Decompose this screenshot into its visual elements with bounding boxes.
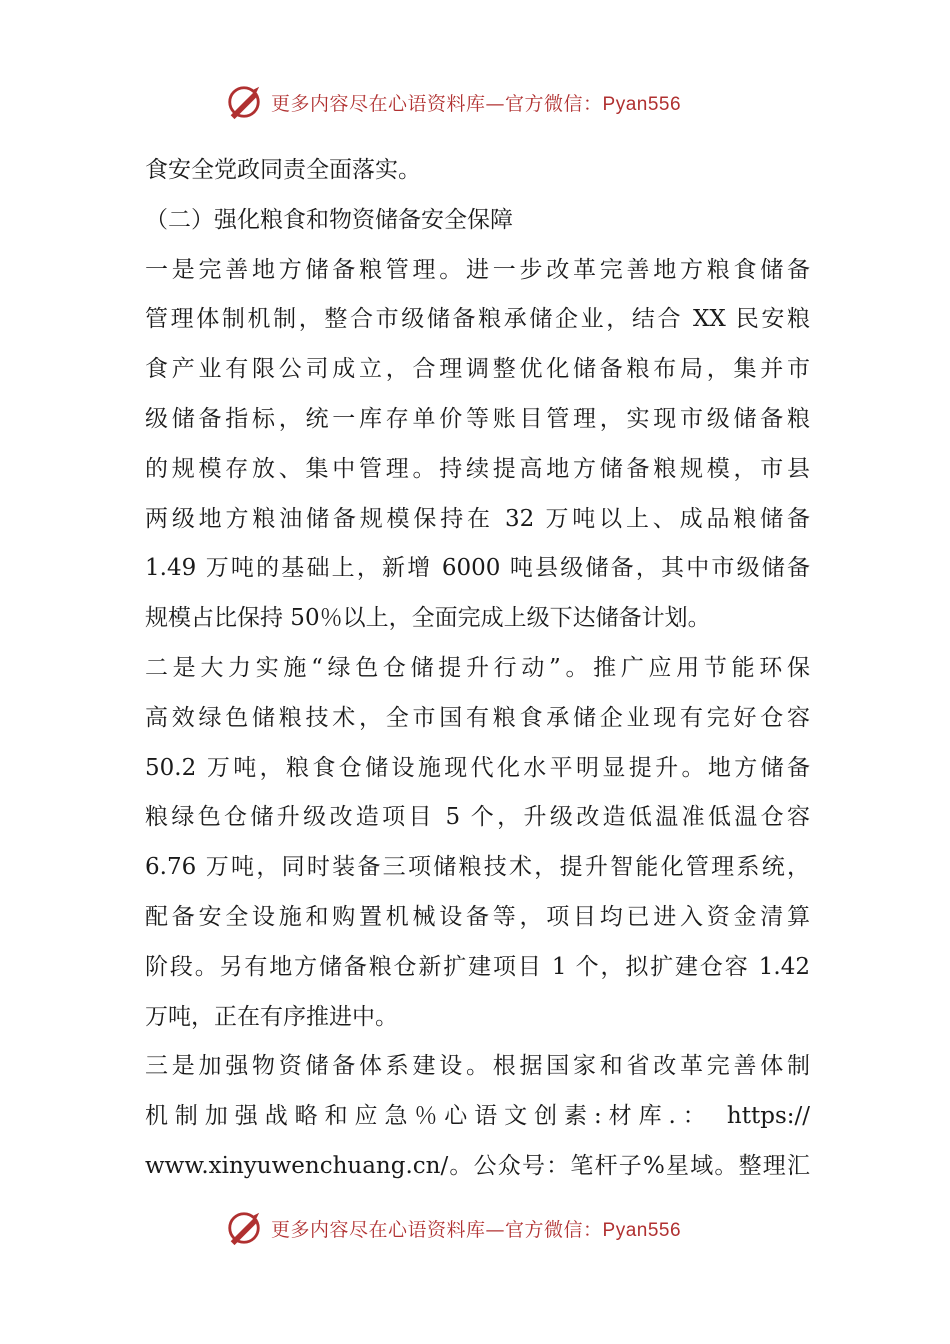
text-line: 的规模存放、集中管理。持续提高地方储备粮规模，市县 bbox=[145, 455, 810, 482]
text-line: 三是加强物资储备体系建设。根据国家和省改革完善体制 bbox=[145, 1053, 810, 1080]
text-line: 规模占比保持 50％以上，全面完成上级下达储备计划。 bbox=[145, 605, 711, 632]
header-banner bbox=[225, 82, 725, 122]
text-line: 1.49 万吨的基础上，新增 6000 吨县级储备，其中市级储备 bbox=[145, 555, 810, 582]
banner-text: 更多内容尽在心语资料库—官方微信：Pyan556 bbox=[271, 92, 682, 115]
footer-banner bbox=[225, 1208, 725, 1248]
pen-logo-icon bbox=[225, 1209, 263, 1247]
text-line: 高效绿色储粮技术，全市国有粮食承储企业现有完好仓容 bbox=[145, 704, 810, 731]
banner-text: 更多内容尽在心语资料库—官方微信：Pyan556 bbox=[271, 1218, 682, 1241]
text-line: 配备安全设施和购置机械设备等，项目均已进入资金清算 bbox=[145, 903, 810, 930]
text-line: 万吨，正在有序推进中。 bbox=[145, 1003, 398, 1030]
text-line: 50.2 万吨，粮食仓储设施现代化水平明显提升。地方储备 bbox=[145, 754, 810, 781]
text-line: 粮绿色仓储升级改造项目 5 个，升级改造低温准低温仓容 bbox=[145, 804, 810, 831]
document-body bbox=[145, 146, 810, 1192]
text-line: 级储备指标，统一库存单价等账目管理，实现市级储备粮 bbox=[145, 405, 810, 432]
section-heading: （二）强化粮食和物资储备安全保障 bbox=[145, 206, 513, 233]
pen-logo-icon bbox=[225, 83, 263, 121]
text-line: 管理体制机制，整合市级储备粮承储企业，结合 XX 民安粮 bbox=[145, 306, 810, 333]
text-line: 二是大力实施“绿色仓储提升行动”。推广应用节能环保 bbox=[145, 654, 810, 681]
text-line: 两级地方粮油储备规模保持在 32 万吨以上、成品粮储备 bbox=[145, 505, 810, 532]
text-line: www.xinyuwenchuang.cn/。公众号：笔杆子%星域。整理汇 bbox=[145, 1152, 810, 1179]
text-line: 食产业有限公司成立，合理调整优化储备粮布局，集并市 bbox=[145, 356, 810, 383]
text-line: 食安全党政同责全面落实。 bbox=[145, 157, 421, 183]
text-line: 一是完善地方储备粮管理。进一步改革完善地方粮食储备 bbox=[145, 256, 810, 283]
text-line: 机制加强战略和应急％心语文创素:材库.： https:// bbox=[145, 1103, 810, 1130]
text-line: 阶段。另有地方储备粮仓新扩建项目 1 个，拟扩建仓容 1.42 bbox=[145, 953, 810, 980]
text-line: 6.76 万吨，同时装备三项储粮技术，提升智能化管理系统， bbox=[145, 854, 810, 881]
